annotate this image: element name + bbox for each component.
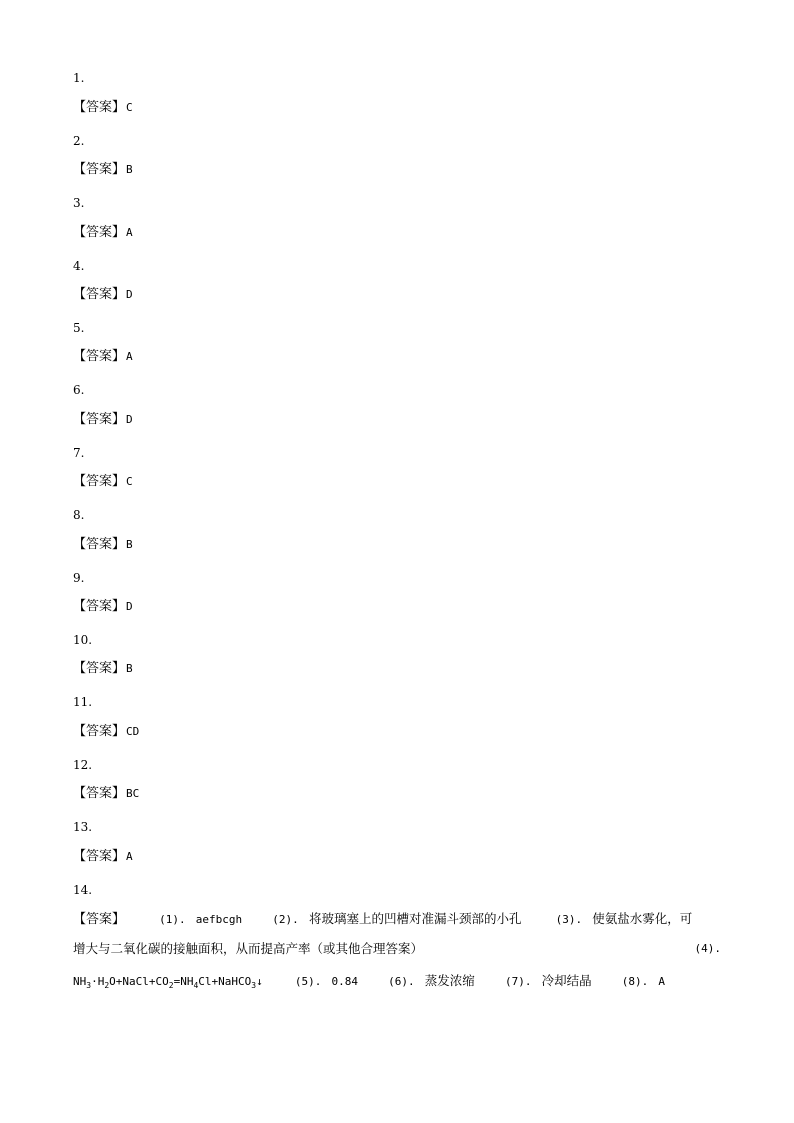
answer-value: CD [126, 725, 140, 738]
answer-label: 【答案】 [73, 661, 126, 676]
answer-label: 【答案】 [73, 599, 126, 614]
part-value: 使氨盐水雾化，可 [592, 911, 693, 926]
q14-answer-line-2 [73, 940, 721, 959]
part-number: (7). [504, 975, 532, 988]
answer-label: 【答案】 [73, 100, 126, 115]
question-number: 4. [73, 259, 85, 273]
answer-line [73, 161, 133, 179]
answer-line [73, 536, 133, 554]
part-number: (5). [294, 975, 322, 988]
part-value: 将玻璃塞上的凹槽对准漏斗颈部的小孔 [308, 911, 522, 926]
chemical-equation: $NH_3\cdot H_2O+NaCl+CO_2=NH_4Cl+NaHCO_3↓$ [73, 975, 263, 991]
answer-label: 【答案】 [73, 912, 126, 927]
question-number: 12. [73, 758, 93, 772]
answer-label: 【答案】 [73, 474, 126, 489]
answer-value: D [126, 288, 133, 301]
question-number: 3. [73, 196, 85, 210]
part-value: 冷却结晶 [541, 973, 592, 988]
answer-label: 【答案】 [73, 412, 126, 427]
part-value: aefbcgh [195, 913, 243, 926]
answer-label: 【答案】 [73, 225, 126, 240]
answer-value: B [126, 662, 133, 675]
part-value: 0.84 [331, 975, 359, 988]
part-value: 增大与二氧化碳的接触面积，从而提高产率（或其他合理答案） [73, 941, 424, 956]
answer-value: C [126, 101, 133, 114]
answer-line [73, 99, 133, 117]
answer-line [73, 348, 133, 366]
answer-line [73, 224, 133, 242]
answer-label: 【答案】 [73, 849, 126, 864]
answer-label: 【答案】 [73, 537, 126, 552]
part-number: (2). [272, 913, 299, 926]
part-value: A [658, 975, 666, 988]
answer-value: D [126, 600, 133, 613]
answer-value: A [126, 350, 133, 363]
question-number: 1. [73, 71, 85, 85]
down-arrow-icon: ↓ [256, 975, 263, 988]
answer-value: BC [126, 787, 140, 800]
q14-answer-line-1 [73, 910, 721, 929]
answer-line [73, 723, 139, 741]
question-number: 7. [73, 446, 85, 460]
question-number: 8. [73, 508, 85, 522]
question-number: 14. [73, 883, 93, 897]
question-number: 10. [73, 633, 93, 647]
answer-value: B [126, 538, 133, 551]
answer-line [73, 473, 133, 491]
answer-line [73, 785, 139, 803]
part-number: (4). [694, 942, 721, 955]
answer-line [73, 286, 133, 304]
answer-line [73, 848, 133, 866]
question-number: 11. [73, 695, 93, 709]
answer-value: D [126, 413, 133, 426]
answer-label: 【答案】 [73, 724, 126, 739]
answer-value: A [126, 850, 133, 863]
answer-value: A [126, 226, 133, 239]
answer-line [73, 598, 133, 616]
question-number: 6. [73, 383, 85, 397]
answer-label: 【答案】 [73, 349, 126, 364]
answer-line [73, 660, 133, 678]
part-number: (1). [159, 913, 186, 926]
part-number: (3). [555, 913, 583, 926]
question-number: 13. [73, 820, 93, 834]
part-number: (6). [388, 975, 415, 988]
question-number: 5. [73, 321, 85, 335]
answer-label: 【答案】 [73, 786, 126, 801]
question-number: 9. [73, 571, 85, 585]
answer-label: 【答案】 [73, 162, 126, 177]
part-value: 蒸发浓缩 [424, 973, 475, 988]
part-number: (8). [621, 975, 649, 988]
answer-line [73, 411, 133, 429]
answer-value: C [126, 475, 133, 488]
answer-value: B [126, 163, 133, 176]
q14-answer-line-3 [73, 972, 721, 995]
question-number: 2. [73, 134, 85, 148]
answer-label: 【答案】 [73, 287, 126, 302]
